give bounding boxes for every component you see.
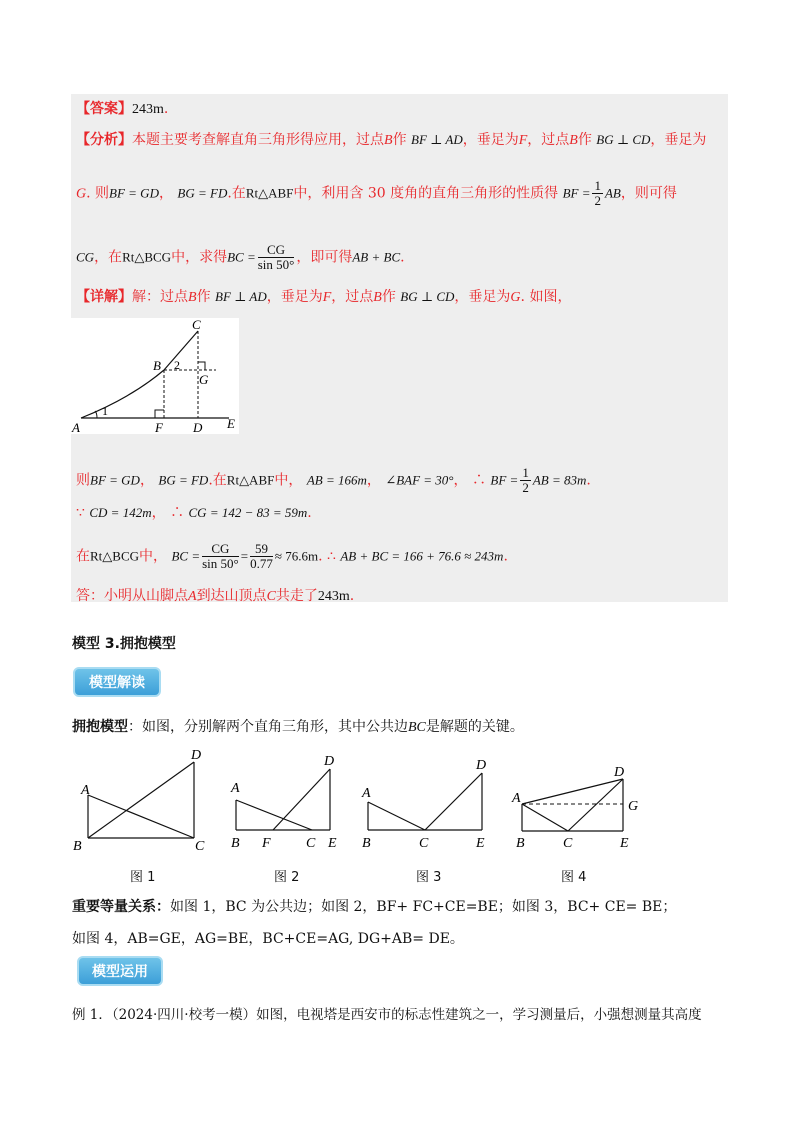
fig4-E: E	[620, 836, 629, 851]
caption-fig1: 图 1	[130, 870, 156, 885]
fig3-B: B	[362, 836, 371, 851]
final-mid2: 共走了	[275, 588, 318, 604]
detail-rt-abf: Rt△ABF	[226, 472, 275, 488]
therefore-3: ∴	[326, 548, 336, 565]
label-B: B	[153, 358, 161, 373]
rt-bcg: Rt△BCG	[122, 249, 172, 265]
model-desc-text: ：如图，分别解两个直角三角形，其中公共边	[128, 719, 408, 735]
fig1-B: B	[73, 839, 82, 854]
fig1-C: C	[195, 839, 205, 854]
final-a: A	[188, 589, 197, 604]
detail-line-2: 则BF = GD， BG = FD.在Rt△ABF中， AB = 166m， ∠BAF = 30°， ∴ BF = $\frac{1}{2}$ AB = 83m.	[76, 465, 591, 495]
detail-half	[520, 466, 531, 495]
detail-bg-eq-fd: BG = FD	[158, 472, 209, 488]
bf-83: AB = 83m	[532, 472, 587, 488]
detail-zhong-2: 中，	[139, 548, 168, 565]
detail-half-den: 2	[522, 480, 529, 495]
word-zuo: 作	[392, 132, 407, 148]
example-1: 例 1．（2024·四川·校考一模）如图，电视塔是西安市的标志性建筑之一，学习测量后，小强想测量其高度	[72, 1007, 702, 1023]
fig2-E: E	[328, 836, 337, 851]
detail-zhong: 中，	[274, 472, 303, 489]
detail-foot-g: ，垂足为	[454, 289, 511, 305]
label-1: 1	[102, 404, 108, 418]
detail-point-b: B	[188, 290, 197, 305]
analysis-line-3: CG，在Rt△BCG中，求得BC = $\frac{CG}{\sin 50^\circ}$ ，即可得AB + BC.	[76, 242, 405, 272]
rt-abf: Rt△ABF	[245, 185, 294, 201]
detail-bg-perp: BG ⊥ CD	[400, 289, 455, 304]
ab-166: AB = 166m	[306, 472, 367, 488]
bf-eq-gd: BF = GD	[109, 185, 159, 201]
analysis-tag: 【分析】	[76, 132, 132, 148]
final-text: 答：小明从山脚点	[76, 588, 188, 604]
detail-bf-perp: BF ⊥ AD	[215, 289, 267, 304]
detail-line-3: ∵ CD = 142m， ∴ CG = 142 − 83 = 59m.	[76, 505, 312, 521]
relations-text-1: 如图 1，BC 为公共边；如图 2，BF+ FC+CE=BE；如图 3，BC+ CE= BE；	[170, 899, 677, 915]
because: ∵	[76, 505, 85, 521]
cg-den: sin 50°	[257, 257, 295, 272]
word-zuo-2: 作	[577, 132, 592, 148]
fig2-B: B	[231, 836, 240, 851]
model-desc-bold: 拥抱模型	[72, 719, 128, 735]
detail-cg-den: sin 50°	[202, 556, 239, 571]
point-g: G	[76, 186, 87, 202]
model-description	[72, 716, 524, 736]
fig2-A: A	[231, 781, 240, 796]
fig3-D: D	[476, 758, 487, 773]
angle-baf: ∠BAF = 30°	[385, 472, 454, 488]
answer-tag: 【答案】	[76, 101, 132, 117]
approx-bc: ≈ 76.6m	[274, 548, 319, 564]
detail-cg-num: CG	[202, 542, 239, 557]
detail-zuo: 作	[196, 289, 211, 305]
final-dot: .	[349, 588, 355, 604]
detail-line-1	[76, 286, 571, 306]
bg-perp-cd: BG ⊥ CD	[596, 132, 651, 147]
detail-line-4: 在Rt△BCG中， BC = $\frac{CG}{\sin 50^\circ}$ = $\frac{59}{0.77}$ ≈ 76.6m. ∴ AB + BC = 166 + 76.6 ≈ 243m.	[76, 541, 508, 571]
cg-num: CG	[258, 243, 295, 258]
zai: 在	[76, 548, 90, 565]
figure-2	[226, 745, 356, 855]
fig1-A: A	[81, 783, 90, 798]
fig3-E: E	[476, 836, 485, 851]
qiude: 中，求得	[171, 249, 228, 266]
bg-eq-fd: BG = FD	[177, 185, 228, 201]
model-desc-bc: BC	[408, 720, 426, 735]
main-figure	[71, 318, 239, 434]
foot-f-text: ，垂足为	[462, 132, 519, 148]
point-f: F	[518, 133, 528, 148]
frac-59	[250, 542, 273, 571]
answer-dot: .	[163, 101, 169, 117]
section-heading: 模型 3.拥抱模型	[72, 636, 176, 652]
detail-half-num: 1	[522, 465, 529, 480]
in-text: .在	[227, 185, 246, 202]
detail-bc-eq: BC =	[171, 548, 201, 564]
analysis-text-1: 本题主要考查解直角三角形得应用，过点	[132, 132, 384, 148]
therefore-1: ∴	[471, 472, 486, 489]
label-2: 2	[174, 358, 180, 372]
detail-point-b2: B	[373, 290, 382, 305]
bc-eq: BC =	[227, 249, 256, 265]
jike: ，即可得	[296, 249, 353, 266]
comma-through: ，过点	[527, 132, 570, 148]
bf-eq: BF =	[562, 185, 591, 201]
fig2-F: F	[262, 836, 271, 851]
label-D: D	[193, 420, 203, 434]
half-num: 1	[594, 178, 601, 193]
frac-59-num: 59	[250, 542, 273, 557]
relations-bold: 重要等量关系：	[72, 899, 170, 915]
detail-point-g: G	[510, 290, 521, 305]
detail-zuo2: 作	[381, 289, 396, 305]
analysis-line-2: G. 则BF = GD， BG = FD.在Rt△ABF中，利用含 30 度角的直角三角形的性质得 BF = $\frac{1}{2}$ AB，则可得	[76, 178, 677, 208]
final-line	[76, 585, 354, 605]
cg-calc: CG = 142 − 83 = 59m	[188, 505, 308, 520]
answer-line	[76, 98, 168, 118]
figure-4	[506, 745, 646, 855]
relations-line-1	[72, 896, 676, 916]
cd-142: CD = 142m	[89, 505, 152, 520]
detail-through: ，过点	[331, 289, 374, 305]
point-b: B	[384, 133, 393, 148]
model-desc-end: 是解题的关键。	[425, 719, 524, 735]
cg-fraction	[258, 243, 295, 272]
figure-3	[356, 745, 496, 855]
fig4-B: B	[516, 836, 525, 851]
fig4-C: C	[563, 836, 573, 851]
analysis-ze: . 则	[86, 185, 110, 202]
label-E: E	[227, 416, 235, 431]
detail-cg-frac	[202, 542, 239, 571]
figure-1	[72, 745, 212, 855]
caption-fig3: 图 3	[416, 870, 442, 885]
frac-59-den: 0.77	[250, 556, 273, 571]
label-G: G	[199, 372, 209, 387]
ab-term: AB	[604, 185, 621, 201]
fig2-D: D	[324, 754, 335, 769]
badge-model-use: 模型运用	[77, 956, 163, 986]
label-F: F	[155, 420, 163, 434]
half-den: 2	[594, 193, 601, 208]
fig4-G: G	[628, 799, 639, 814]
badge-model-read: 模型解读	[73, 667, 161, 697]
detail-foot-f: ，垂足为	[266, 289, 323, 305]
fig4-A: A	[512, 791, 521, 806]
in-text-2: ，在	[94, 249, 123, 266]
analysis-end: ，则可得	[620, 185, 677, 202]
fig2-C: C	[306, 836, 316, 851]
ab-plus-bc: AB + BC	[352, 249, 401, 265]
detail-point-f: F	[322, 290, 332, 305]
final-mid: 到达山顶点	[196, 588, 267, 604]
answer-value: 243m	[132, 102, 164, 117]
analysis-mid: 中，利用含 30 度角的直角三角形的性质得	[293, 185, 559, 202]
point-b-2: B	[569, 133, 578, 148]
relations-line-2: 如图 4，AB=GE，AG=BE，BC+CE=AG, DG+AB= DE。	[72, 931, 464, 947]
final-value: 243m	[317, 589, 350, 604]
caption-fig4: 图 4	[561, 870, 587, 885]
detail-tag: 【详解】	[76, 289, 132, 305]
fig3-A: A	[362, 786, 371, 801]
label-C: C	[192, 318, 201, 332]
detail-in: .在	[208, 472, 227, 489]
detail-end: . 如图，	[520, 289, 572, 305]
label-A: A	[72, 420, 80, 434]
detail-text: 解：过点	[132, 289, 188, 305]
cg-term: CG	[76, 249, 95, 265]
detail-bf-eq: BF =	[490, 472, 519, 488]
detail-ze: 则	[76, 472, 90, 489]
foot-g-text: ，垂足为	[650, 132, 707, 148]
bf-perp-ad: BF ⊥ AD	[411, 132, 463, 147]
analysis-line-1	[76, 129, 706, 149]
final-c: C	[266, 589, 276, 604]
detail-bf-eq-gd: BF = GD	[90, 472, 140, 488]
therefore-2: ∴	[170, 505, 185, 521]
detail-rt-bcg: Rt△BCG	[90, 548, 140, 564]
sum-calc: AB + BC = 166 + 76.6 ≈ 243m	[340, 548, 504, 564]
fig3-C: C	[419, 836, 429, 851]
fig4-D: D	[614, 765, 625, 780]
half-fraction	[592, 179, 603, 208]
fig1-D: D	[191, 748, 202, 763]
caption-fig2: 图 2	[274, 870, 300, 885]
